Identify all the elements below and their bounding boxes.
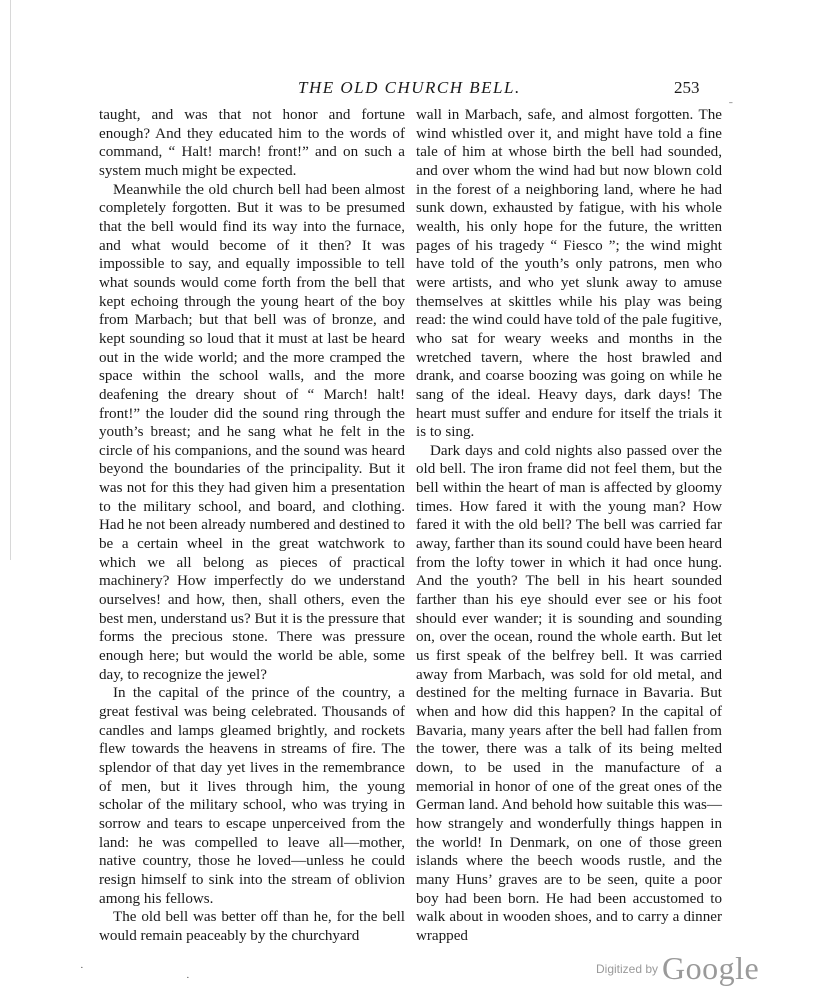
running-title: THE OLD CHURCH BELL. [298, 78, 521, 97]
left-column [99, 106, 405, 946]
stray-mark: ˉ [729, 100, 733, 112]
right-column [416, 106, 722, 946]
stray-mark: · [186, 972, 190, 984]
paragraph: In the capital of the prince of the country, a great festival was being celebrated. Thousands of candles and lamps gleamed brightly, and rockets flew towards the heavens in streams of fire. The splendor of that day yet lives in the remembrance of men, but it lives through him, the young scholar of the military school, who was trying in sorrow and tears to escape unperceived from the land: he was compelled to leave all—mother, native country, those he loved—unless he could resign himself to sink into the stream of oblivion among his fellows. [99, 685, 405, 907]
paragraph: The old bell was better off than he, for the bell would remain peaceably by the churchyard [99, 909, 405, 944]
google-logo: Google [662, 950, 760, 986]
page-number: 253 [674, 78, 700, 97]
paragraph: Dark days and cold nights also passed over the old bell. The iron frame did not feel them, but the bell within the heart of man is affected by gloomy times. How fared it with the young man? How fared it with the old bell? The bell was carried far away, farther than its sound could have been heard from the lofty tower in which it had once hung. And the youth? The bell in his heart sounded farther than his eye should ever see or his foot should ever wander; it is sounding and sounding on, over the ocean, round the whole earth. But let us first speak of the belfrey bell. It was carried away from Marbach, was sold for old metal, and destined for the melting furnace in Bavaria. But when and how did this happen? In the capital of Bavaria, many years after the bell had fallen from the tower, there was a talk of its being melted down, to be used in the manufacture of a memorial in honor of one of the great ones of the German land. And behold how suitable this was—how strangely and wonderfully things happen in the world! In Denmark, on one of those green islands where the beech woods rustle, and the many Huns’ graves are to be seen, quite a poor boy had been born. He had been accustomed to walk about in wooden shoes, and to carry a dinner wrapped [416, 442, 722, 944]
watermark-prefix: Digitized by [596, 962, 659, 976]
stray-mark: · [80, 962, 84, 974]
paragraph: Meanwhile the old church bell had been almost completely forgotten. But it was to be presumed that the bell would find its way into the furnace, and what would become of it then? It was impossible to say, and equally impossible to tell what sounds would come forth from the bell that kept echoing through the young heart of the boy from Marbach; but that bell was of bronze, and kept sounding so loud that it must at last be heard out in the wide world; and the more cramped the space within the school walls, and the more deafening the dreary shout of “ March! halt! front!” the louder did the sound ring through the youth’s breast; and he sang what he felt in the circle of his companions, and the sound was heard beyond the boundaries of the principality. But it was not for this they had given him a presentation to the military school, and board, and clothing. Had he not been already numbered and destined to be a certain wheel in the great watchwork to which we all belong as pieces of practical machinery? How imperfectly do we understand ourselves! and how, then, shall others, even the best men, understand us? But it is the pressure that forms the precious stone. There was pressure enough here; but would the world be able, some day, to recognize the jewel? [99, 181, 406, 683]
page-header [0, 78, 832, 102]
paragraph: taught, and was that not honor and fortune enough? And they educated him to the words of command, “ Halt! march! front!” and on such a system much might be expected. [99, 107, 405, 179]
paragraph: wall in Marbach, safe, and almost forgotten. The wind whistled over it, and might have told a fine tale of him at whose birth the bell had sounded, and over whom the wind had but now blown cold in the forest of a neighboring land, where he had sunk down, exhausted by fatigue, with his whole wealth, his only hope for the future, the written pages of his tragedy “ Fiesco ”; the wind might have told of the youth’s only patrons, men who were artists, and who yet slunk away to amuse themselves at skittles while his play was being read: the wind could have told of the pale fugitive, who sat for weary weeks and months in the wretched tavern, where the host brawled and drank, and coarse boozing was going on while he sang of the ideal. Heavy days, dark days! The heart must suffer and endure for itself the trials it is to sing. [416, 107, 722, 441]
digitized-watermark [596, 950, 766, 990]
